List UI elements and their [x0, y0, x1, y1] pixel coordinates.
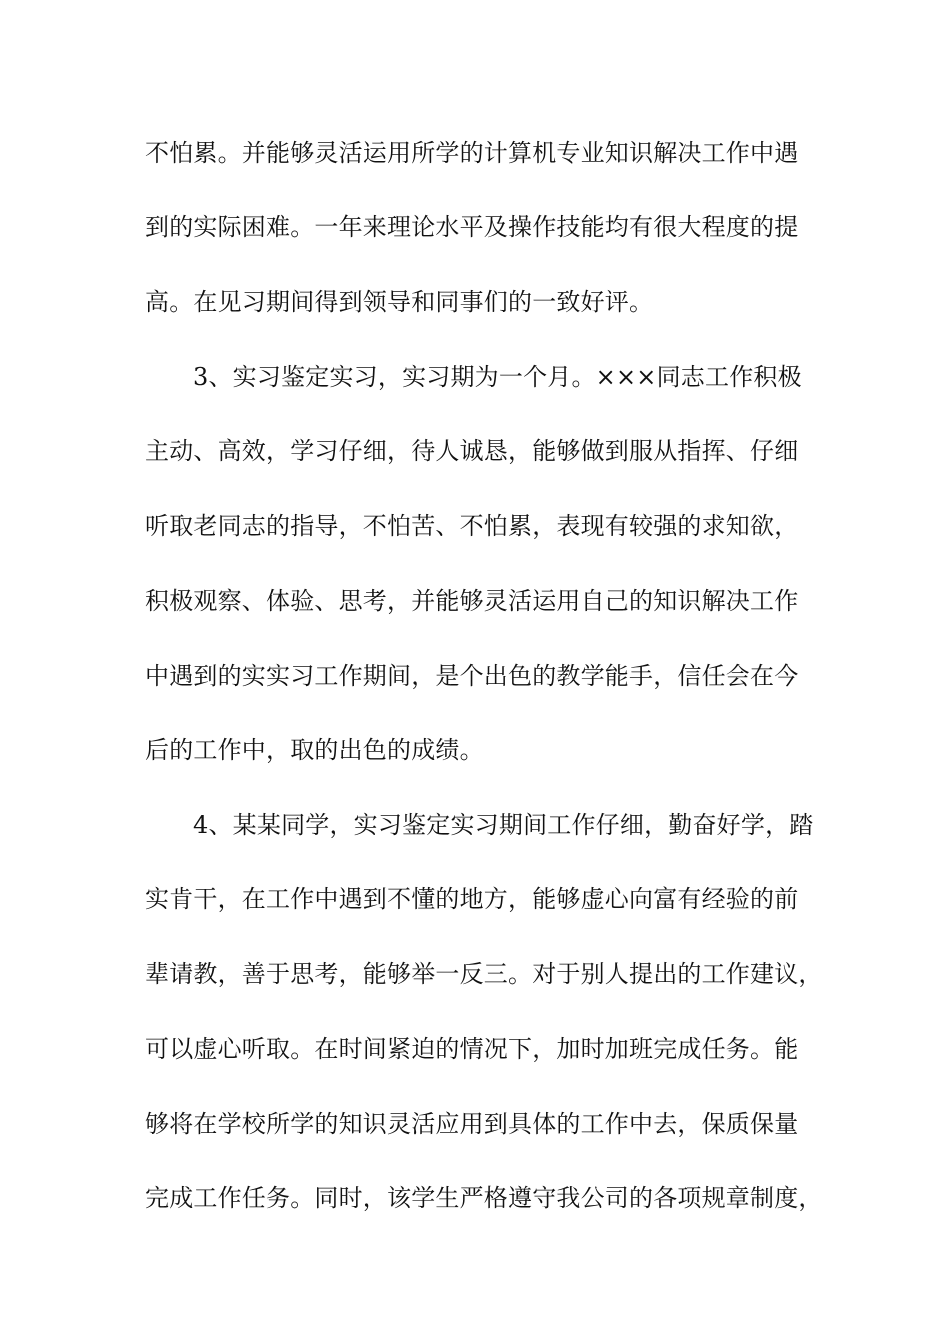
text-line: 积极观察、体验、思考，并能够灵活运用自己的知识解决工作 — [145, 587, 799, 615]
paragraph-3-start: 3、实习鉴定实习，实习期为一个月。×××同志工作积极 — [193, 363, 802, 391]
text-line: 实肯干，在工作中遇到不懂的地方，能够虚心向富有经验的前 — [145, 885, 799, 913]
text-line: 可以虚心听取。在时间紧迫的情况下，加时加班完成任务。能 — [145, 1035, 799, 1063]
text-line: 辈请教，善于思考，能够举一反三。对于别人提出的工作建议， — [145, 960, 823, 988]
text-line: 中遇到的实实习工作期间，是个出色的教学能手，信任会在今 — [145, 662, 799, 690]
text-line: 主动、高效，学习仔细，待人诚恳，能够做到服从指挥、仔细 — [145, 437, 799, 465]
text-line: 听取老同志的指导，不怕苦、不怕累，表现有较强的求知欲， — [145, 512, 799, 540]
text-line: 后的工作中，取的出色的成绩。 — [145, 736, 484, 764]
text-line: 到的实际困难。一年来理论水平及操作技能均有很大程度的提 — [145, 213, 799, 241]
text-line: 高。在见习期间得到领导和同事们的一致好评。 — [145, 288, 654, 316]
text-line: 够将在学校所学的知识灵活应用到具体的工作中去，保质保量 — [145, 1110, 799, 1138]
paragraph-4-start: 4、某某同学，实习鉴定实习期间工作仔细，勤奋好学，踏 — [193, 811, 814, 839]
text-line: 不怕累。并能够灵活运用所学的计算机专业知识解决工作中遇 — [145, 139, 799, 167]
text-line: 完成工作任务。同时，该学生严格遵守我公司的各项规章制度， — [145, 1184, 823, 1212]
